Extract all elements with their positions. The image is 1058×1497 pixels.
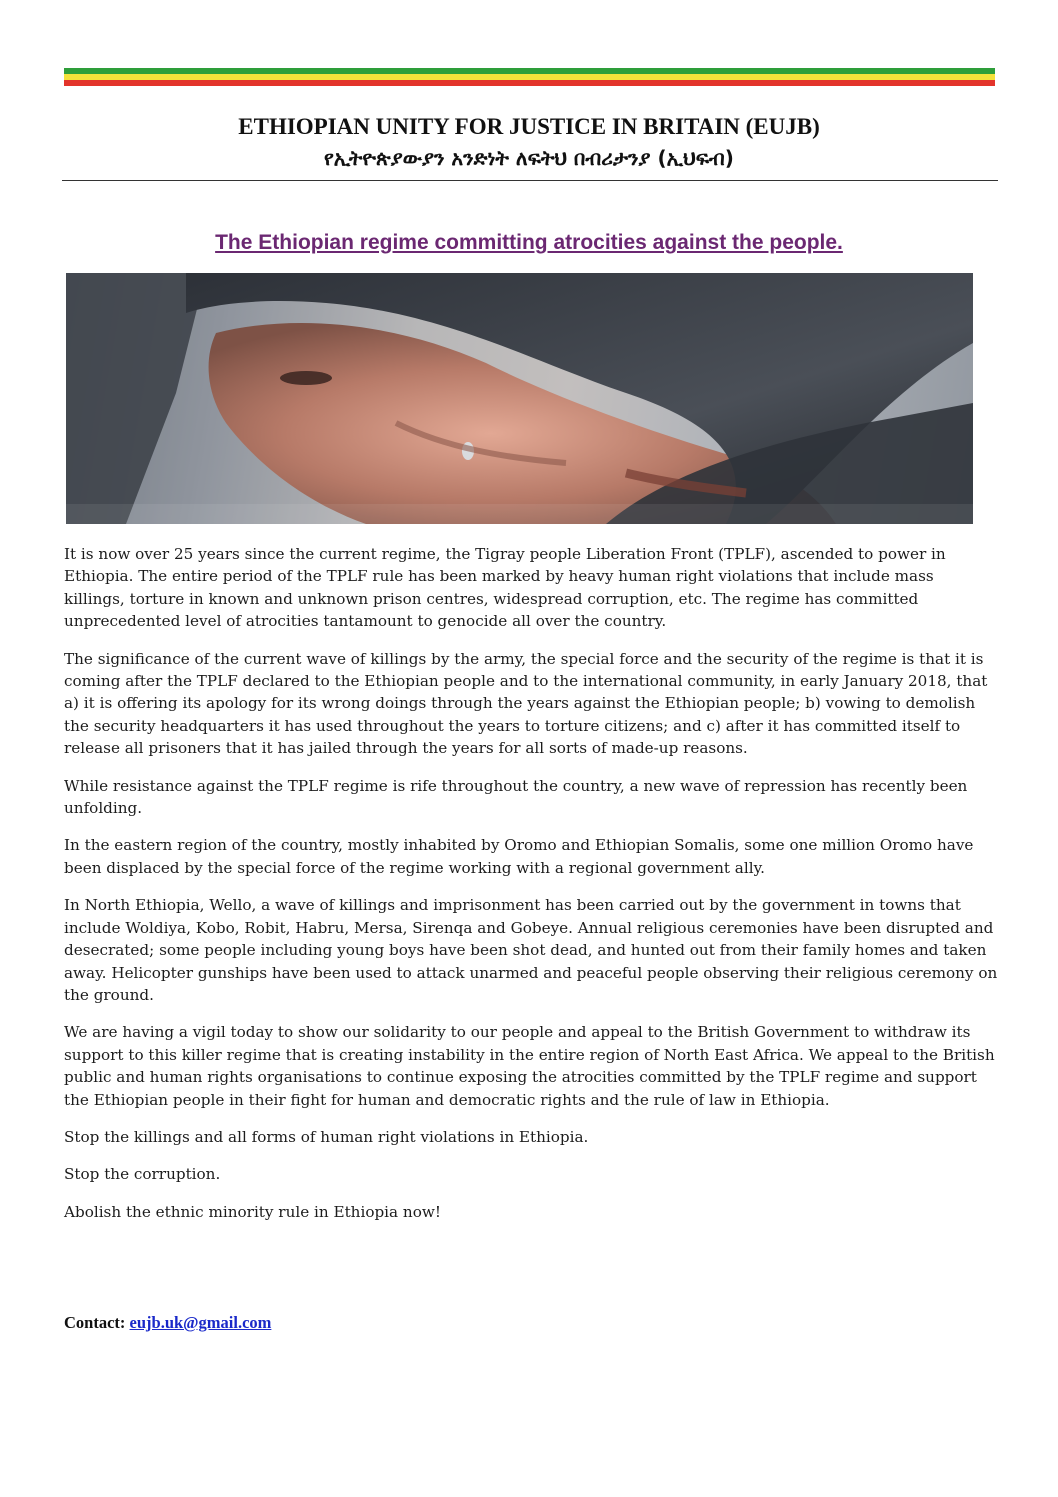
flag-band-red bbox=[64, 80, 995, 86]
paragraph-7: Stop the killings and all forms of human right violations in Ethiopia. bbox=[64, 1127, 589, 1146]
paragraph-8: Stop the corruption. bbox=[64, 1165, 221, 1184]
contact-line bbox=[64, 1313, 271, 1333]
paragraph-1: It is now over 25 years since the current regime, the Tigray people Liberation Front (TPLF), ascended to power in Ethiopia. The entire period of the TPLF rule has been marked by heavy human right violations that include mass killings, torture in known and unknown prison centres, widespread corruption, etc. The regime has committed unprecedented level of atrocities tantamount to genocide all over the country. bbox=[64, 545, 946, 631]
grieving-woman-photo bbox=[66, 273, 973, 524]
paragraph-3: While resistance against the TPLF regime is rife throughout the country, a new wave of repression has recently been unfolding. bbox=[64, 776, 968, 818]
header-divider bbox=[62, 180, 998, 181]
paragraph-9: Abolish the ethnic minority rule in Ethiopia now! bbox=[64, 1202, 441, 1221]
organization-name-amharic: የኢትዮጵያውያን አንድነት ለፍትህ በብሪታንያ (ኢህፍብ) bbox=[324, 146, 734, 170]
article-body bbox=[64, 543, 998, 1238]
page-headline: The Ethiopian regime committing atrocities against the people. bbox=[215, 231, 843, 254]
organization-name: ETHIOPIAN UNITY FOR JUSTICE IN BRITAIN (EUJB) bbox=[238, 114, 820, 139]
contact-label: Contact: bbox=[64, 1313, 126, 1332]
photo-illustration bbox=[66, 273, 973, 524]
paragraph-2: The significance of the current wave of killings by the army, the special force and the security of the regime is that it is coming after the TPLF declared to the Ethiopian people and to the international community, in early January 2018, that a) it is offering its apology for its wrong doings through the years against the Ethiopian people; b) vowing to demolish the security headquarters it has used throughout the years to torture citizens; and c) after it has committed itself to release all prisoners that it has jailed through the years for all sorts of made-up reasons. bbox=[64, 649, 988, 758]
contact-email-link[interactable]: eujb.uk@gmail.com bbox=[129, 1313, 272, 1332]
paragraph-4: In the eastern region of the country, mostly inhabited by Oromo and Ethiopian Somalis, some one million Oromo have been displaced by the special force of the regime working with a regional government ally. bbox=[64, 836, 974, 877]
paragraph-6: We are having a vigil today to show our solidarity to our people and appeal to the British Government to withdraw its support to this killer regime that is creating instability in the entire region of North East Africa. We appeal to the British public and human rights organisations to continue exposing the atrocities committed by the TPLF regime and support the Ethiopian people in their fight for human and democratic rights and the rule of law in Ethiopia. bbox=[64, 1023, 995, 1109]
paragraph-5: In North Ethiopia, Wello, a wave of killings and imprisonment has been carried out by the government in towns that include Woldiya, Kobo, Robit, Habru, Mersa, Sirenqa and Gobeye. Annual religious ceremonies have been disrupted and desecrated; some people including young boys have been shot dead, and hunted out from their family homes and taken away. Helicopter gunships have been used to attack unarmed and peaceful people observing their religious ceremony on the ground. bbox=[64, 896, 998, 1004]
ethiopian-flag-banner bbox=[64, 68, 995, 86]
